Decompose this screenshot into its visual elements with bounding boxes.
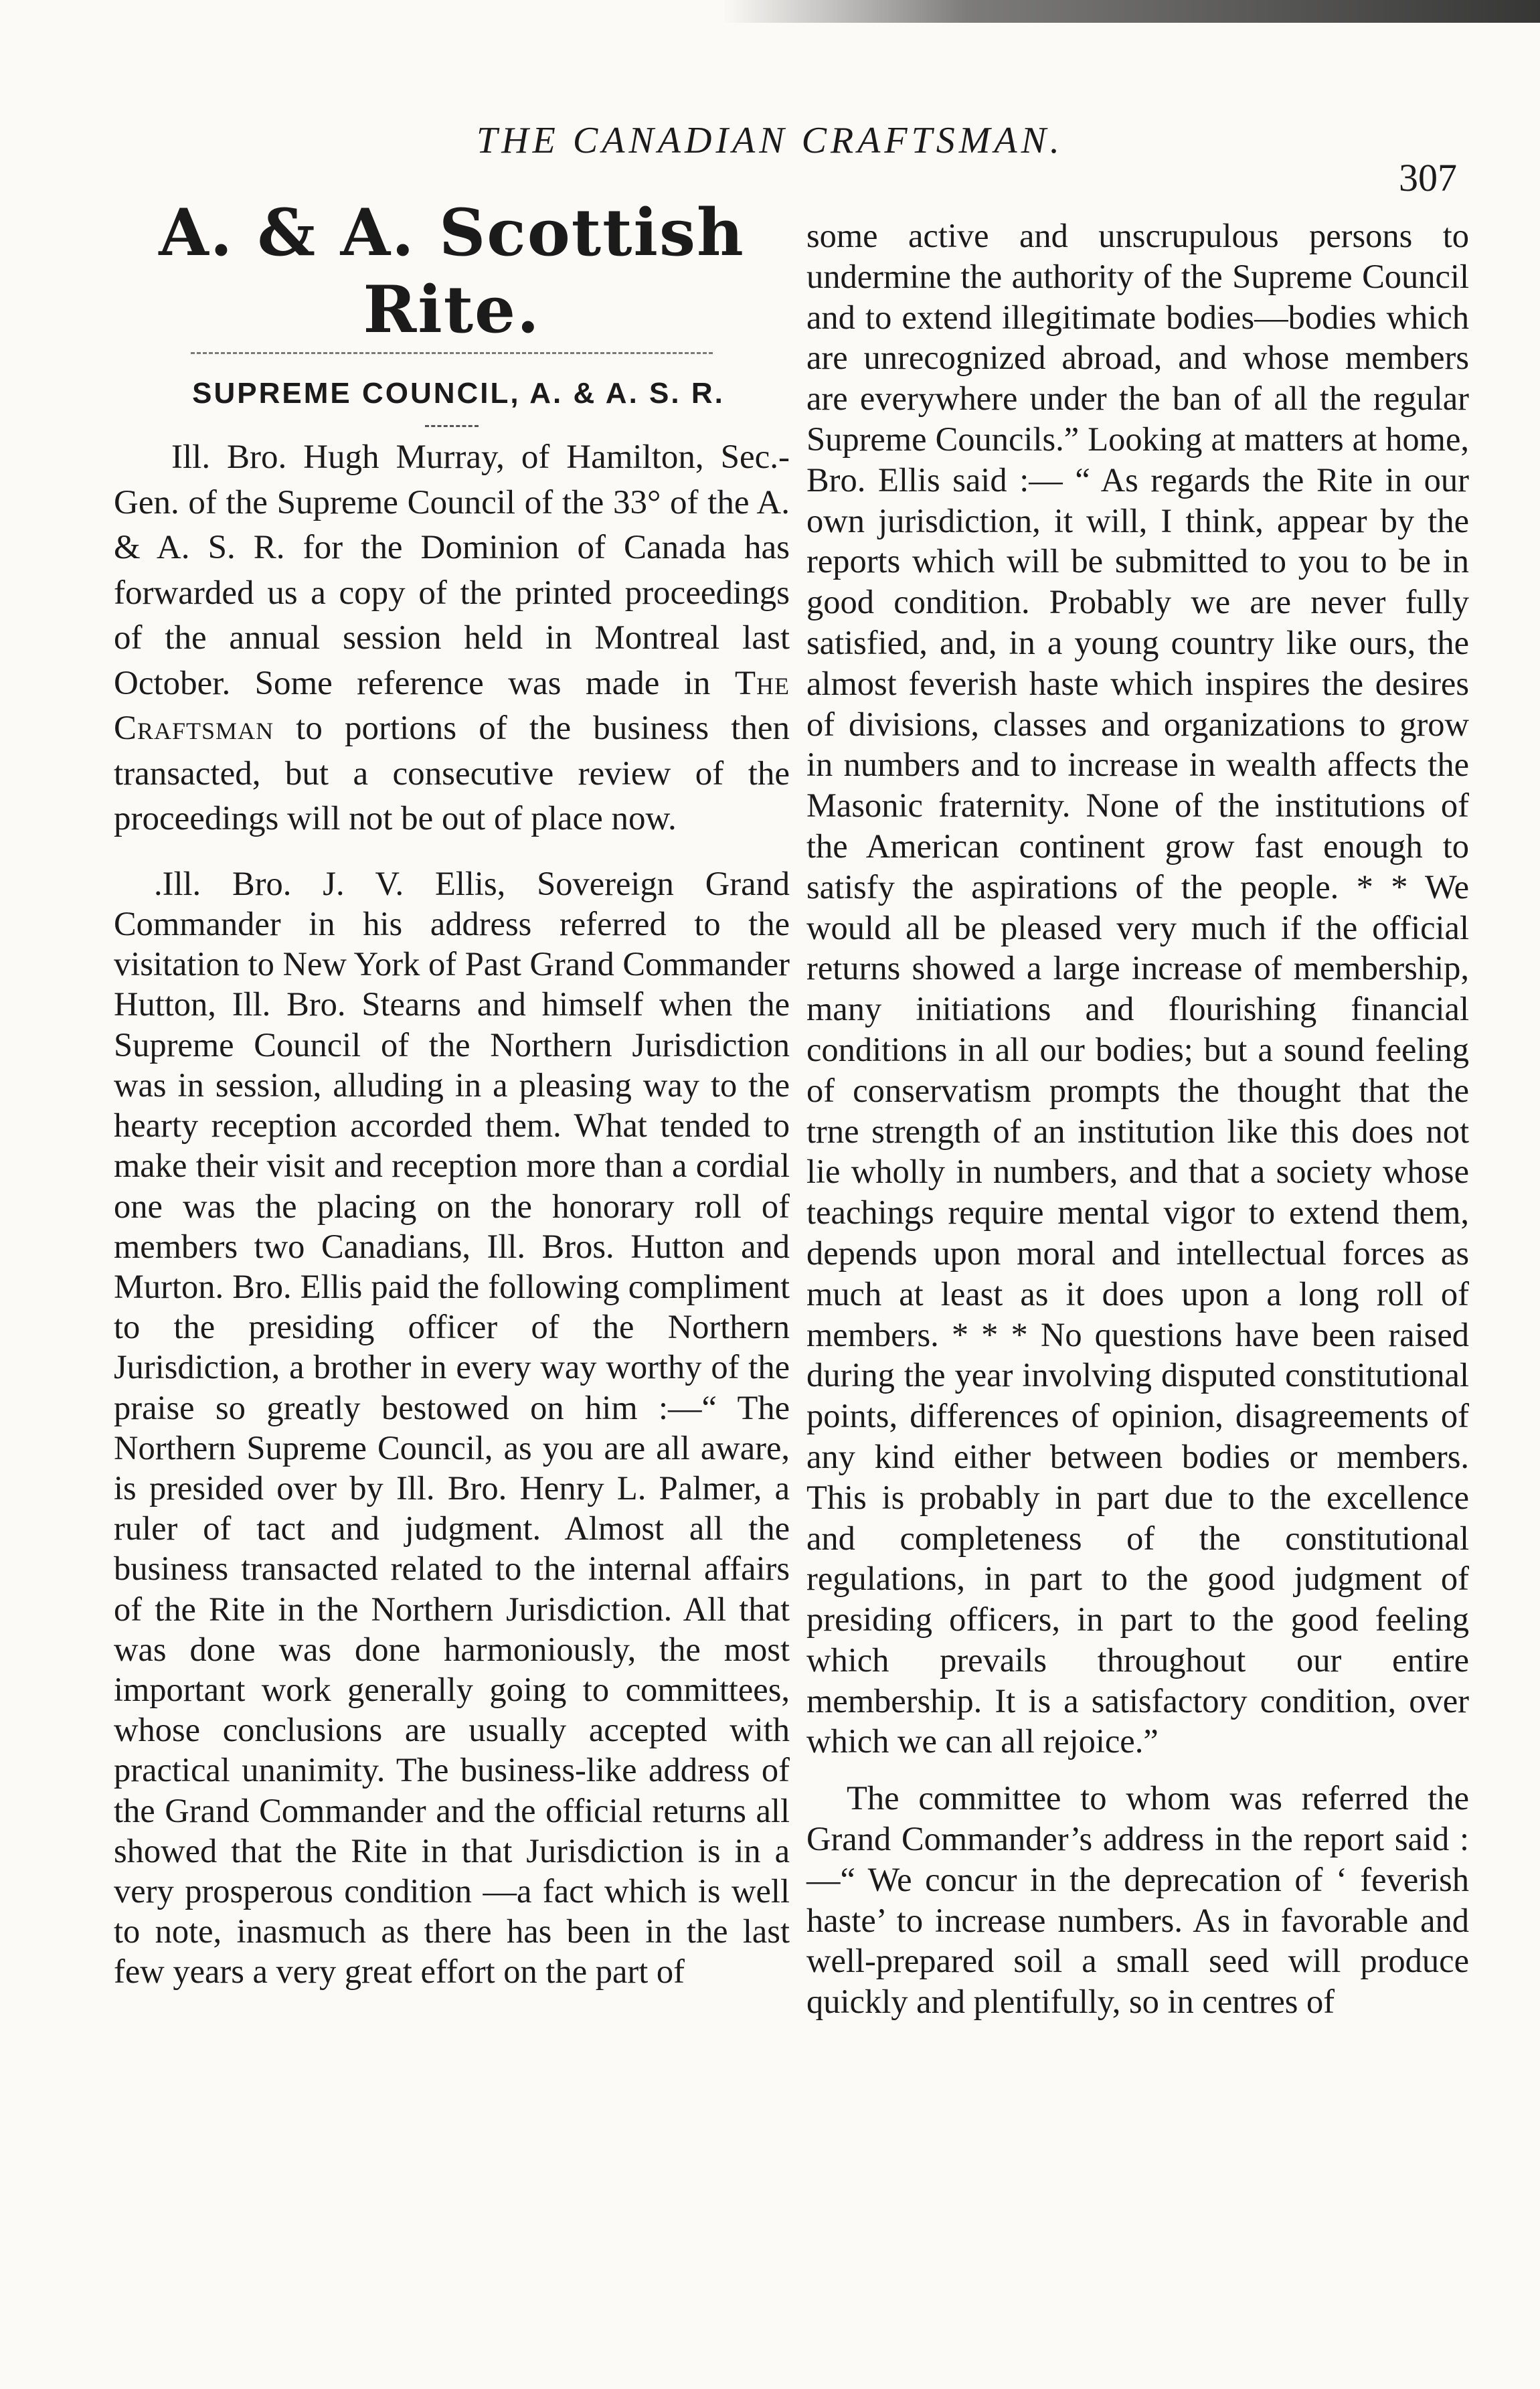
paragraph-intro-text-a: Ill. Bro. Hugh Murray, of Hamilton, Sec.-Gen. of the Supreme Council of the 33° of the A. & A. S. R. for the Dominion of Canada has forwarded us a copy of the printed proceedings of the annual session held in Montreal last October. Some reference was made in: [114, 438, 790, 702]
paragraph-committee-report: The committee to whom was referred the Grand Commander’s address in the report said :—“ We concur in the deprecation of ‘ feverish haste’ to increase numbers. As in favorable and well-prepared soil a small seed will produce quickly and plentifully, so in centres of: [806, 1779, 1469, 2021]
journal-name: The Craftsman: [114, 664, 790, 748]
paragraph-intro: [114, 435, 790, 842]
running-title: THE CANADIAN CRAFTSMAN.: [477, 120, 1063, 161]
page-number: 307: [1399, 156, 1457, 199]
scan-edge-artifact: [723, 0, 1540, 23]
left-column: [114, 194, 790, 1992]
section-title: A. & A. Scottish Rite.: [159, 195, 745, 348]
right-column: [806, 216, 1469, 2022]
title-divider: [191, 352, 713, 354]
paragraph-intro-text-b: to portions of the business then transacted, but a consecutive review of the proceedings will not be out of place now.: [114, 710, 790, 838]
heading-divider: [425, 425, 479, 427]
council-heading: SUPREME COUNCIL, A. & A. S. R.: [192, 377, 725, 410]
paragraph-ellis-address: .Ill. Bro. J. V. Ellis, Sovereign Grand Commander in his address referred to the visitation to New York of Past Grand Commander Hutton, Ill. Bro. Stearns and himself when the Supreme Council of the Northern Jurisdiction was in session, alluding in a pleasing way to the hearty reception accorded them. What tended to make their visit and reception more than a cordial one was the placing on the honorary roll of members two Canadians, Ill. Bros. Hutton and Murton. Bro. Ellis paid the following compliment to the presiding officer of the Northern Jurisdiction, a brother in every way worthy of the praise so greatly bestowed on him :—“ The Northern Supreme Council, as you are all aware, is presided over by Ill. Bro. Henry L. Palmer, a ruler of tact and judgment. Almost all the business transacted related to the internal affairs of the Rite in the Northern Jurisdiction. All that was done was done harmoniously, the most important work generally going to committees, whose conclusions are usually accepted with practical unanimity. The business-like address of the Grand Commander and the official returns all showed that the Rite in that Jurisdiction is in a very prosperous condition —a fact which is well to note, inasmuch as there has been in the last few years a very great effort on the part of: [114, 864, 790, 1991]
paragraph-continued: some active and unscrupulous persons to undermine the authority of the Supreme Council and to extend illegitimate bodies—bodies which are unrecognized abroad, and whose members are everywhere under the ban of all the regular Supreme Councils.” Looking at matters at home, Bro. Ellis said :— “ As regards the Rite in our own jurisdiction, it will, I think, appear by the reports which will be submitted to you to be in good condition. Probably we are never fully satisfied, and, in a young country like ours, the almost feverish haste which inspires the desires of divisions, classes and organizations to grow in numbers and to increase in wealth affects the Masonic fraternity. None of the institutions of the American continent grow fast enough to satisfy the aspirations of the people. * * We would all be pleased very much if the official returns showed a large increase of membership, many initiations and flourishing financial conditions in all our bodies; but a sound feeling of conservatism prompts the thought that the trne strength of an institution like this does not lie wholly in numbers, and that a society whose teachings require mental vigor to extend them, depends upon moral and intellectual forces as much at least as it does upon a long roll of members. * * * No questions have been raised during the year involving disputed constitutional points, differences of opinion, disagreements of any kind either between bodies or members. This is probably in part due to the excellence and completeness of the constitutional regulations, in part to the good judgment of presiding officers, in part to the good feeling which prevails throughout our entire membership. It is a satisfactory condition, over which we can all rejoice.”: [806, 217, 1469, 1760]
